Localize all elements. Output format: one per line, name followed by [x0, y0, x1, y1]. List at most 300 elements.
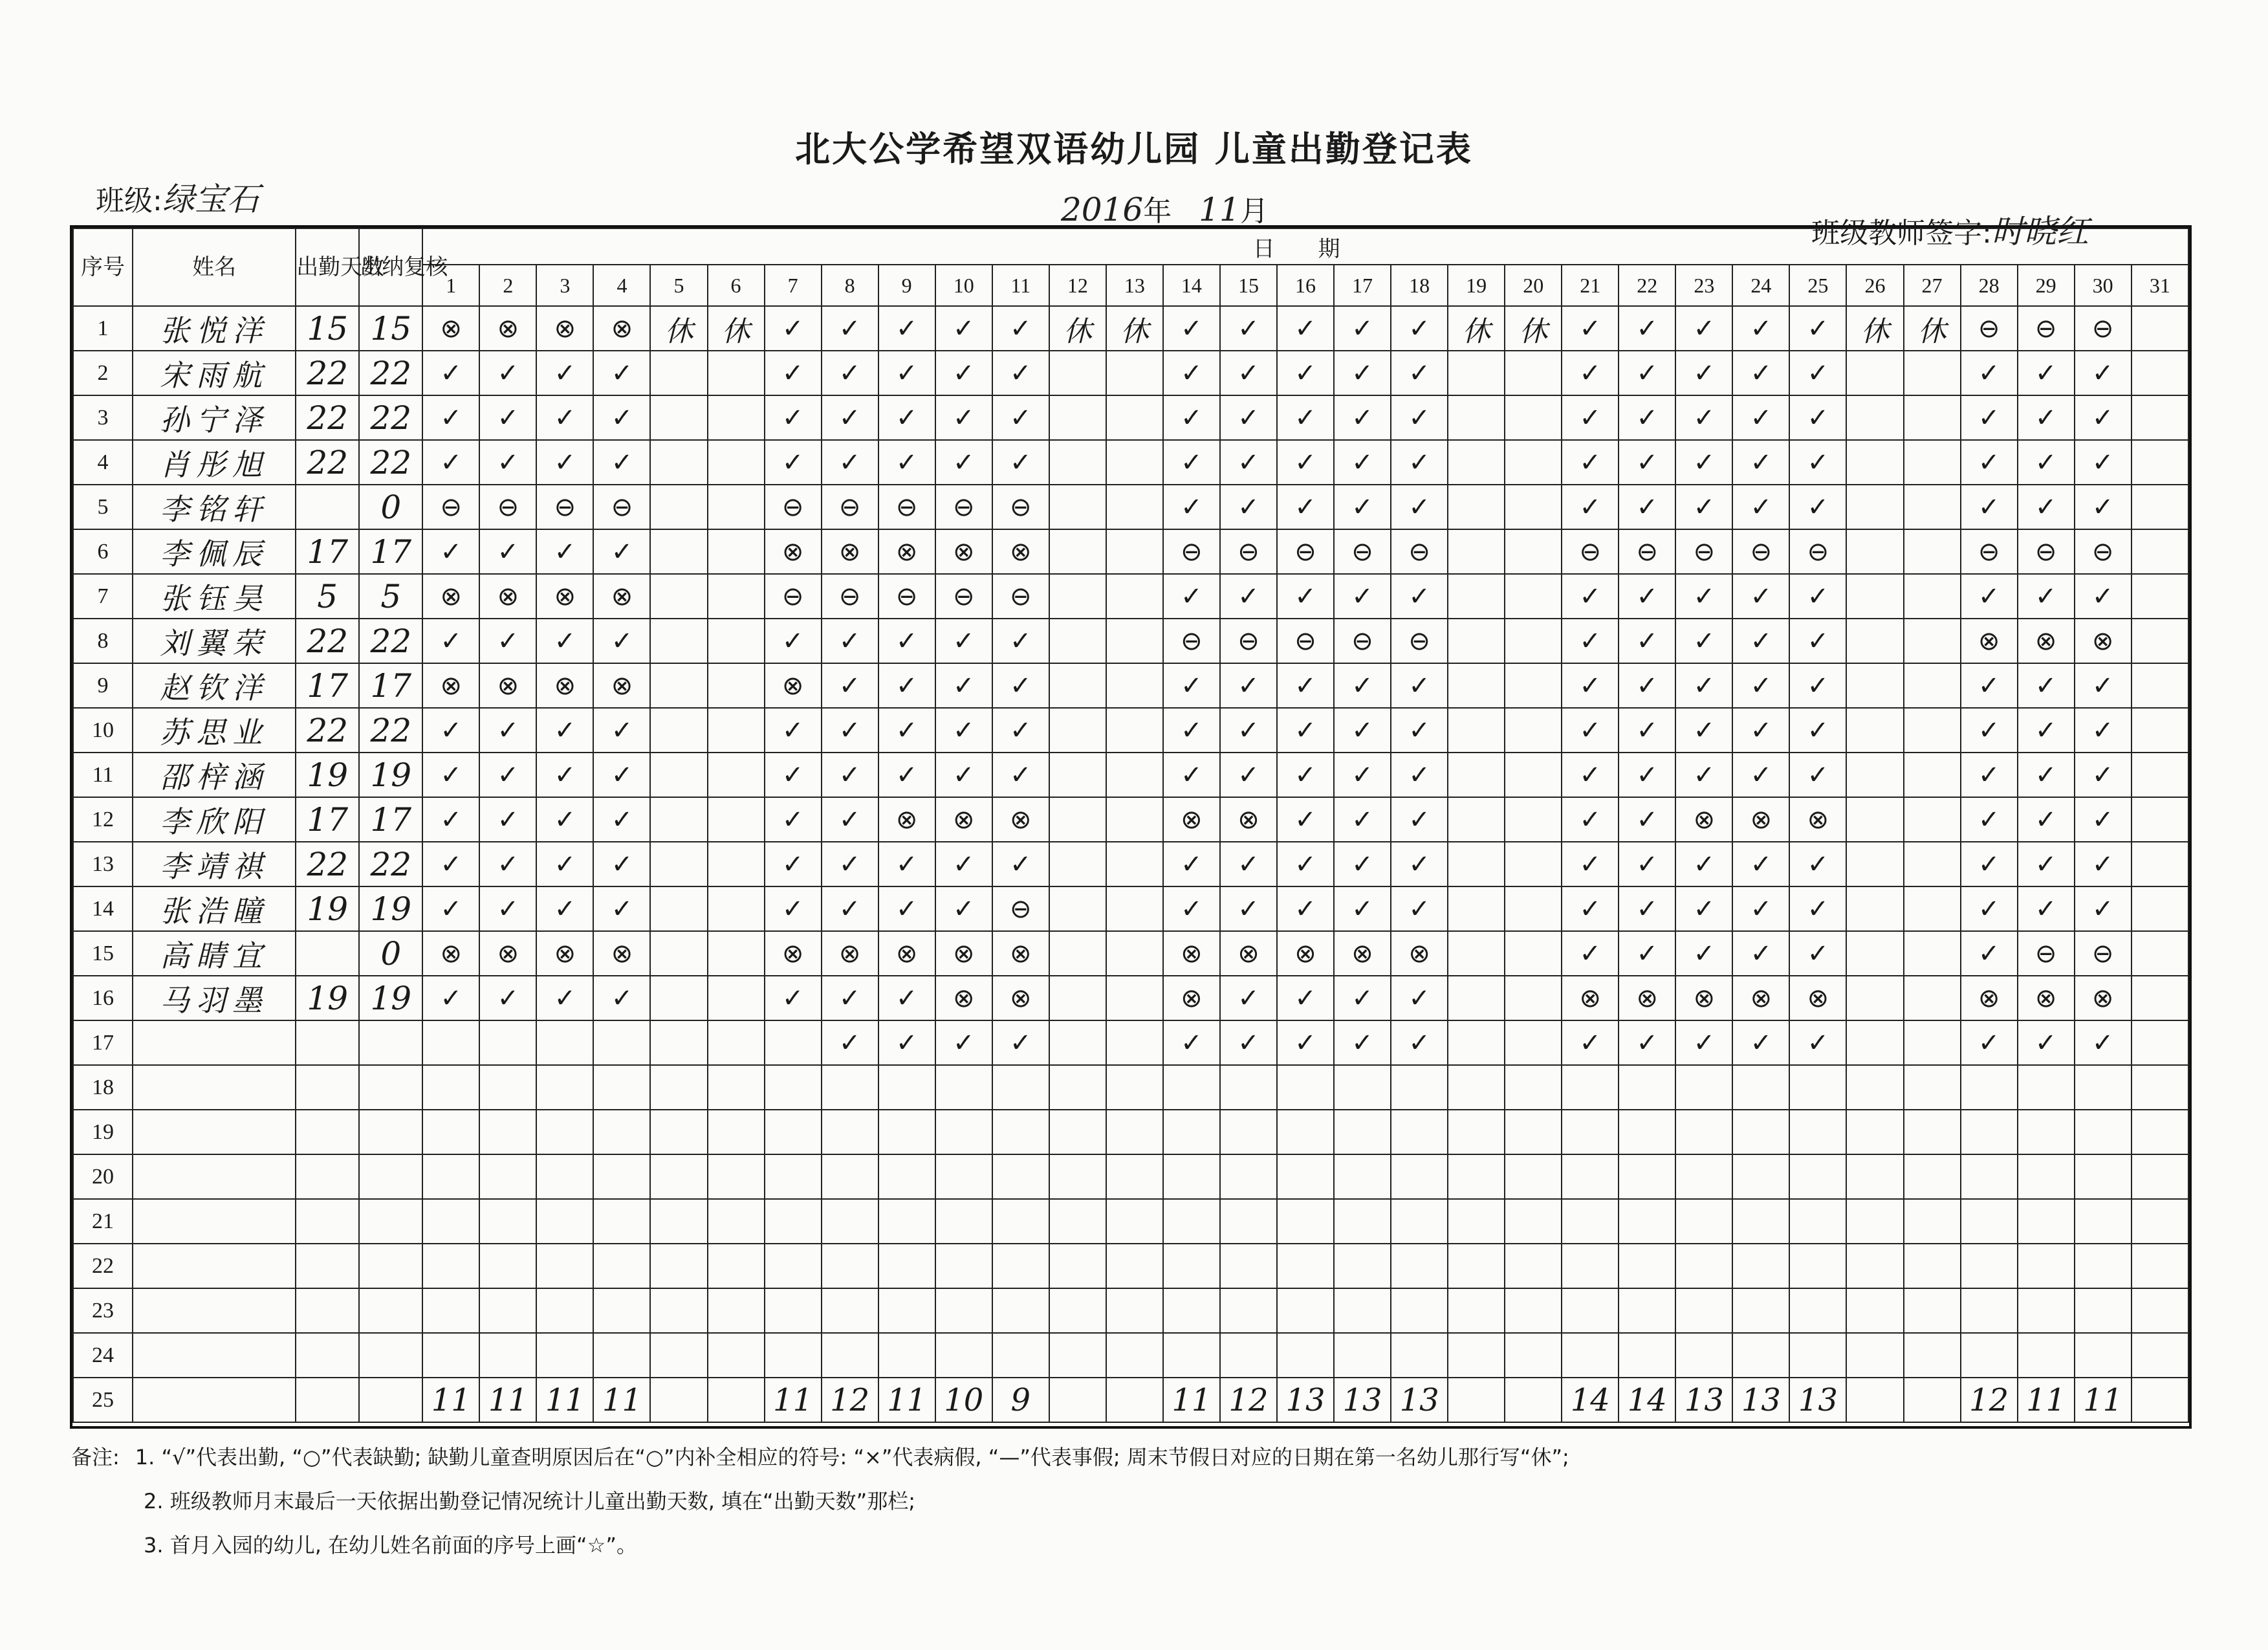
attendance-mark	[1505, 753, 1562, 797]
row-seq: 20	[73, 1154, 133, 1199]
attendance-mark: ✓	[1220, 663, 1277, 708]
attendance-mark: ✓	[1961, 440, 2018, 485]
attendance-mark	[1049, 485, 1106, 529]
attendance-mark	[2132, 931, 2188, 976]
attendance-mark	[1163, 1110, 1220, 1154]
attendance-mark	[708, 976, 765, 1020]
attendance-mark: ✓	[1334, 976, 1391, 1020]
date-header-1: 1	[422, 265, 479, 306]
month-label: 月	[1239, 195, 1269, 228]
attendance-mark: ⊖	[1163, 529, 1220, 574]
attendance-mark: ✓	[992, 440, 1049, 485]
attendance-mark: ⊖	[935, 485, 992, 529]
attendance-mark: ✓	[1675, 842, 1732, 886]
attendance-mark	[1904, 708, 1961, 753]
attendance-mark: ✓	[1961, 931, 2018, 976]
attendance-mark	[650, 1110, 707, 1154]
row-seq: 1	[73, 306, 133, 351]
attendance-mark	[2018, 1333, 2075, 1378]
attendance-mark	[1789, 1199, 1846, 1244]
attendance-mark	[708, 529, 765, 574]
attendance-mark	[822, 1244, 878, 1288]
attendance-mark	[1904, 1110, 1961, 1154]
attendance-mark: ⊗	[935, 976, 992, 1020]
attendance-mark	[1448, 1199, 1505, 1244]
attendance-mark	[2132, 306, 2188, 351]
attendance-days: 17	[296, 663, 359, 708]
review-count	[359, 1020, 422, 1065]
attendance-mark: ✓	[1163, 708, 1220, 753]
daily-total	[1904, 1378, 1961, 1422]
attendance-mark	[1505, 663, 1562, 708]
attendance-mark: ⊗	[1675, 797, 1732, 842]
attendance-mark	[1961, 1110, 2018, 1154]
attendance-mark: ⊖	[935, 574, 992, 619]
attendance-mark: ⊗	[992, 529, 1049, 574]
attendance-mark	[536, 1199, 593, 1244]
row-seq: 13	[73, 842, 133, 886]
attendance-mark: ✓	[1163, 663, 1220, 708]
attendance-mark: ✓	[1789, 574, 1846, 619]
attendance-mark: ⊗	[593, 306, 650, 351]
attendance-mark: ✓	[1789, 351, 1846, 395]
attendance-days: 15	[296, 306, 359, 351]
attendance-mark	[878, 1154, 935, 1199]
attendance-mark	[422, 1244, 479, 1288]
attendance-mark	[1846, 1288, 1903, 1333]
attendance-mark: ✓	[536, 395, 593, 440]
attendance-mark: ✓	[1619, 663, 1675, 708]
attendance-mark	[536, 1333, 593, 1378]
attendance-mark	[1049, 797, 1106, 842]
attendance-mark	[1505, 1333, 1562, 1378]
attendance-mark: ⊗	[1732, 976, 1789, 1020]
attendance-mark	[1904, 842, 1961, 886]
attendance-mark	[1049, 619, 1106, 663]
attendance-mark: ⊗	[479, 931, 536, 976]
table-row	[73, 395, 2188, 440]
attendance-mark	[935, 1288, 992, 1333]
attendance-mark	[1106, 1065, 1163, 1110]
attendance-mark: ✓	[593, 529, 650, 574]
attendance-mark: ⊖	[1334, 529, 1391, 574]
attendance-mark: ⊖	[1220, 529, 1277, 574]
attendance-mark: ✓	[1562, 1020, 1619, 1065]
attendance-mark: ✓	[935, 753, 992, 797]
row-seq: 23	[73, 1288, 133, 1333]
attendance-mark: ✓	[1391, 574, 1448, 619]
attendance-mark	[536, 1288, 593, 1333]
attendance-mark: ✓	[1391, 440, 1448, 485]
attendance-mark	[479, 1020, 536, 1065]
attendance-mark	[1505, 619, 1562, 663]
attendance-mark: ✓	[422, 797, 479, 842]
attendance-mark	[765, 1020, 822, 1065]
attendance-mark	[650, 440, 707, 485]
attendance-mark: ✓	[878, 619, 935, 663]
attendance-mark	[1789, 1110, 1846, 1154]
attendance-mark	[1904, 1244, 1961, 1288]
attendance-mark	[1106, 708, 1163, 753]
row-seq: 6	[73, 529, 133, 574]
attendance-mark	[2132, 663, 2188, 708]
attendance-mark: ✓	[992, 1020, 1049, 1065]
attendance-mark	[1049, 1288, 1106, 1333]
attendance-mark: ⊗	[2075, 619, 2132, 663]
attendance-mark	[1448, 976, 1505, 1020]
attendance-mark	[536, 1110, 593, 1154]
attendance-mark: ✓	[1619, 797, 1675, 842]
attendance-mark: ✓	[536, 351, 593, 395]
attendance-mark	[1675, 1288, 1732, 1333]
attendance-mark: ⊗	[1961, 976, 2018, 1020]
attendance-mark: ✓	[1391, 1020, 1448, 1065]
attendance-mark: ✓	[2018, 485, 2075, 529]
attendance-mark: ✓	[1789, 663, 1846, 708]
attendance-mark: ✓	[822, 1020, 878, 1065]
attendance-mark	[1505, 1020, 1562, 1065]
row-seq: 24	[73, 1333, 133, 1378]
attendance-mark	[2132, 395, 2188, 440]
attendance-mark	[650, 1333, 707, 1378]
attendance-days	[296, 1199, 359, 1244]
child-name: 孙宁泽	[133, 395, 296, 440]
attendance-mark: ✓	[1334, 351, 1391, 395]
attendance-mark	[1619, 1065, 1675, 1110]
attendance-mark: ✓	[2018, 395, 2075, 440]
attendance-mark: ✓	[536, 886, 593, 931]
attendance-mark: ✓	[1732, 306, 1789, 351]
daily-total: 11	[2018, 1378, 2075, 1422]
date-header-12: 12	[1049, 265, 1106, 306]
table-row	[73, 485, 2188, 529]
attendance-mark	[1846, 1154, 1903, 1199]
table-row	[73, 529, 2188, 574]
attendance-mark	[1106, 1244, 1163, 1288]
attendance-mark	[1904, 395, 1961, 440]
attendance-days: 22	[296, 440, 359, 485]
attendance-mark	[1789, 1333, 1846, 1378]
date-header-3: 3	[536, 265, 593, 306]
attendance-mark	[2132, 1020, 2188, 1065]
attendance-days	[296, 1288, 359, 1333]
row-seq: 19	[73, 1110, 133, 1154]
col-seq-header: 序号	[73, 228, 133, 306]
attendance-mark: ✓	[1675, 886, 1732, 931]
attendance-days	[296, 1065, 359, 1110]
attendance-mark: 休	[650, 306, 707, 351]
header-row-top	[73, 228, 2188, 265]
attendance-mark	[1846, 574, 1903, 619]
attendance-mark	[708, 1110, 765, 1154]
attendance-mark: ✓	[1562, 753, 1619, 797]
child-name: 张浩瞳	[133, 886, 296, 931]
date-header-24: 24	[1732, 265, 1789, 306]
attendance-mark: ⊗	[992, 797, 1049, 842]
attendance-mark: ✓	[822, 440, 878, 485]
attendance-mark: ✓	[2018, 663, 2075, 708]
attendance-mark: ✓	[1334, 574, 1391, 619]
attendance-mark	[1846, 976, 1903, 1020]
attendance-mark: ✓	[1619, 753, 1675, 797]
attendance-mark	[650, 619, 707, 663]
attendance-mark	[1505, 440, 1562, 485]
attendance-mark: ✓	[1562, 395, 1619, 440]
attendance-mark: ✓	[422, 976, 479, 1020]
table-row	[73, 663, 2188, 708]
attendance-mark	[1277, 1065, 1334, 1110]
date-header-11: 11	[992, 265, 1049, 306]
attendance-mark	[708, 886, 765, 931]
attendance-mark	[822, 1288, 878, 1333]
attendance-mark	[708, 485, 765, 529]
attendance-mark: ✓	[935, 886, 992, 931]
daily-total	[1448, 1378, 1505, 1422]
attendance-mark: ✓	[2075, 440, 2132, 485]
date-header-31: 31	[2132, 265, 2188, 306]
attendance-mark: ✓	[1961, 886, 2018, 931]
child-name: 张钰昊	[133, 574, 296, 619]
row-seq: 15	[73, 931, 133, 976]
attendance-mark	[1904, 1333, 1961, 1378]
daily-total: 9	[992, 1378, 1049, 1422]
attendance-mark: ✓	[822, 842, 878, 886]
attendance-mark: ✓	[1619, 440, 1675, 485]
attendance-mark: ✓	[878, 351, 935, 395]
attendance-mark	[1106, 529, 1163, 574]
month-value: 11	[1199, 191, 1240, 228]
attendance-mark	[1505, 1288, 1562, 1333]
attendance-mark	[1391, 1288, 1448, 1333]
attendance-mark: ⊗	[2075, 976, 2132, 1020]
attendance-mark: ⊗	[878, 797, 935, 842]
child-name: 李靖祺	[133, 842, 296, 886]
attendance-mark: ⊗	[422, 931, 479, 976]
daily-total: 13	[1732, 1378, 1789, 1422]
review-count: 19	[359, 976, 422, 1020]
attendance-mark	[1334, 1110, 1391, 1154]
attendance-mark: ✓	[1220, 886, 1277, 931]
attendance-mark: ⊗	[765, 529, 822, 574]
attendance-mark	[2018, 1288, 2075, 1333]
attendance-mark: ✓	[935, 1020, 992, 1065]
attendance-mark	[1619, 1244, 1675, 1288]
date-header-2: 2	[479, 265, 536, 306]
daily-total: 14	[1619, 1378, 1675, 1422]
attendance-mark	[2132, 708, 2188, 753]
attendance-mark: ✓	[2075, 574, 2132, 619]
attendance-mark	[1163, 1199, 1220, 1244]
attendance-mark	[1448, 1065, 1505, 1110]
attendance-mark: ✓	[422, 753, 479, 797]
attendance-mark: ✓	[593, 753, 650, 797]
attendance-mark	[708, 619, 765, 663]
attendance-mark	[1846, 619, 1903, 663]
attendance-mark	[1220, 1333, 1277, 1378]
daily-total: 11	[422, 1378, 479, 1422]
attendance-mark: ✓	[1619, 306, 1675, 351]
attendance-mark: ✓	[1277, 395, 1334, 440]
attendance-mark	[1448, 619, 1505, 663]
attendance-mark	[1505, 1154, 1562, 1199]
attendance-mark: ✓	[1961, 485, 2018, 529]
attendance-mark: ✓	[1619, 708, 1675, 753]
child-name: 张悦洋	[133, 306, 296, 351]
attendance-mark: ✓	[1619, 619, 1675, 663]
attendance-mark: ✓	[765, 440, 822, 485]
attendance-mark	[1106, 485, 1163, 529]
attendance-mark: ✓	[1562, 708, 1619, 753]
daily-total: 12	[822, 1378, 878, 1422]
attendance-mark	[1505, 1110, 1562, 1154]
child-name: 高睛宜	[133, 931, 296, 976]
attendance-mark	[935, 1110, 992, 1154]
attendance-mark: ✓	[1619, 886, 1675, 931]
attendance-mark	[708, 753, 765, 797]
attendance-mark: ✓	[2018, 1020, 2075, 1065]
attendance-mark: ⊗	[1220, 797, 1277, 842]
attendance-mark: ⊖	[422, 485, 479, 529]
attendance-mark	[708, 1288, 765, 1333]
attendance-mark: ⊗	[1675, 976, 1732, 1020]
attendance-mark: ⊗	[992, 976, 1049, 1020]
attendance-mark	[1846, 1244, 1903, 1288]
attendance-mark: ✓	[2018, 797, 2075, 842]
attendance-mark: ✓	[1619, 395, 1675, 440]
table-row	[73, 1020, 2188, 1065]
attendance-mark	[1049, 708, 1106, 753]
attendance-mark: ✓	[1163, 842, 1220, 886]
attendance-mark: ⊗	[422, 306, 479, 351]
attendance-mark: ⊖	[1562, 529, 1619, 574]
daily-total: 11	[479, 1378, 536, 1422]
attendance-mark	[878, 1288, 935, 1333]
attendance-mark	[1846, 842, 1903, 886]
attendance-mark	[1732, 1244, 1789, 1288]
attendance-mark	[1049, 1333, 1106, 1378]
attendance-mark: ⊗	[593, 663, 650, 708]
attendance-mark	[1505, 351, 1562, 395]
attendance-mark	[1049, 440, 1106, 485]
attendance-mark	[1904, 529, 1961, 574]
child-name: 苏思业	[133, 708, 296, 753]
attendance-mark: ✓	[1334, 395, 1391, 440]
attendance-mark: ✓	[1732, 663, 1789, 708]
attendance-days: 17	[296, 529, 359, 574]
attendance-mark: ⊖	[1163, 619, 1220, 663]
attendance-mark	[992, 1333, 1049, 1378]
attendance-mark: ⊖	[1619, 529, 1675, 574]
attendance-mark	[992, 1288, 1049, 1333]
review-count: 5	[359, 574, 422, 619]
date-header-19: 19	[1448, 265, 1505, 306]
attendance-mark: ✓	[1562, 931, 1619, 976]
attendance-mark: ✓	[2075, 842, 2132, 886]
review-count: 22	[359, 351, 422, 395]
attendance-mark	[2132, 1110, 2188, 1154]
attendance-mark	[1049, 1154, 1106, 1199]
attendance-mark	[1846, 753, 1903, 797]
attendance-mark	[593, 1154, 650, 1199]
attendance-mark	[878, 1199, 935, 1244]
attendance-mark	[1448, 797, 1505, 842]
attendance-days	[296, 1244, 359, 1288]
table-row	[73, 1333, 2188, 1378]
attendance-mark	[1505, 708, 1562, 753]
attendance-mark	[935, 1333, 992, 1378]
attendance-mark: ⊖	[822, 485, 878, 529]
attendance-mark: ✓	[2075, 797, 2132, 842]
daily-total	[1846, 1378, 1903, 1422]
attendance-mark: ✓	[1220, 306, 1277, 351]
attendance-mark	[2018, 1199, 2075, 1244]
attendance-mark: ⊖	[765, 485, 822, 529]
attendance-days: 19	[296, 886, 359, 931]
attendance-mark: ✓	[2075, 663, 2132, 708]
row-seq: 18	[73, 1065, 133, 1110]
attendance-mark	[1163, 1065, 1220, 1110]
date-header-4: 4	[593, 265, 650, 306]
attendance-mark	[1904, 440, 1961, 485]
attendance-mark	[1448, 485, 1505, 529]
attendance-mark	[1904, 574, 1961, 619]
attendance-mark	[1732, 1288, 1789, 1333]
date-header-23: 23	[1675, 265, 1732, 306]
attendance-mark	[1789, 1154, 1846, 1199]
attendance-mark: ✓	[1789, 395, 1846, 440]
attendance-mark: ⊗	[935, 797, 992, 842]
table-row	[73, 1244, 2188, 1288]
date-header-13: 13	[1106, 265, 1163, 306]
attendance-mark	[1106, 1333, 1163, 1378]
attendance-mark: ✓	[1562, 306, 1619, 351]
attendance-mark	[2132, 976, 2188, 1020]
daily-total: 11	[878, 1378, 935, 1422]
attendance-mark: ✓	[1732, 440, 1789, 485]
attendance-mark: 休	[1904, 306, 1961, 351]
attendance-mark: ✓	[822, 797, 878, 842]
class-label: 班级:	[96, 184, 162, 217]
attendance-mark	[708, 663, 765, 708]
attendance-mark: ✓	[1220, 708, 1277, 753]
child-name: 肖彤旭	[133, 440, 296, 485]
attendance-mark	[1904, 663, 1961, 708]
attendance-mark	[1846, 1333, 1903, 1378]
date-header-27: 27	[1904, 265, 1961, 306]
attendance-mark: 休	[1049, 306, 1106, 351]
attendance-mark	[2018, 1065, 2075, 1110]
row-seq: 2	[73, 351, 133, 395]
attendance-mark: ⊗	[1163, 931, 1220, 976]
attendance-mark: 休	[1846, 306, 1903, 351]
attendance-mark	[1049, 931, 1106, 976]
attendance-mark: ✓	[822, 976, 878, 1020]
attendance-mark	[1619, 1288, 1675, 1333]
date-header-17: 17	[1334, 265, 1391, 306]
attendance-mark: ✓	[1391, 395, 1448, 440]
attendance-mark: ✓	[1675, 753, 1732, 797]
attendance-mark: ✓	[1220, 440, 1277, 485]
attendance-mark	[1846, 395, 1903, 440]
attendance-mark: ✓	[992, 395, 1049, 440]
attendance-mark	[2018, 1244, 2075, 1288]
attendance-mark: ✓	[1619, 485, 1675, 529]
notes-prefix: 备注:	[71, 1445, 120, 1469]
date-header-20: 20	[1505, 265, 1562, 306]
attendance-mark	[650, 395, 707, 440]
date-header-16: 16	[1277, 265, 1334, 306]
attendance-mark: ✓	[1391, 306, 1448, 351]
